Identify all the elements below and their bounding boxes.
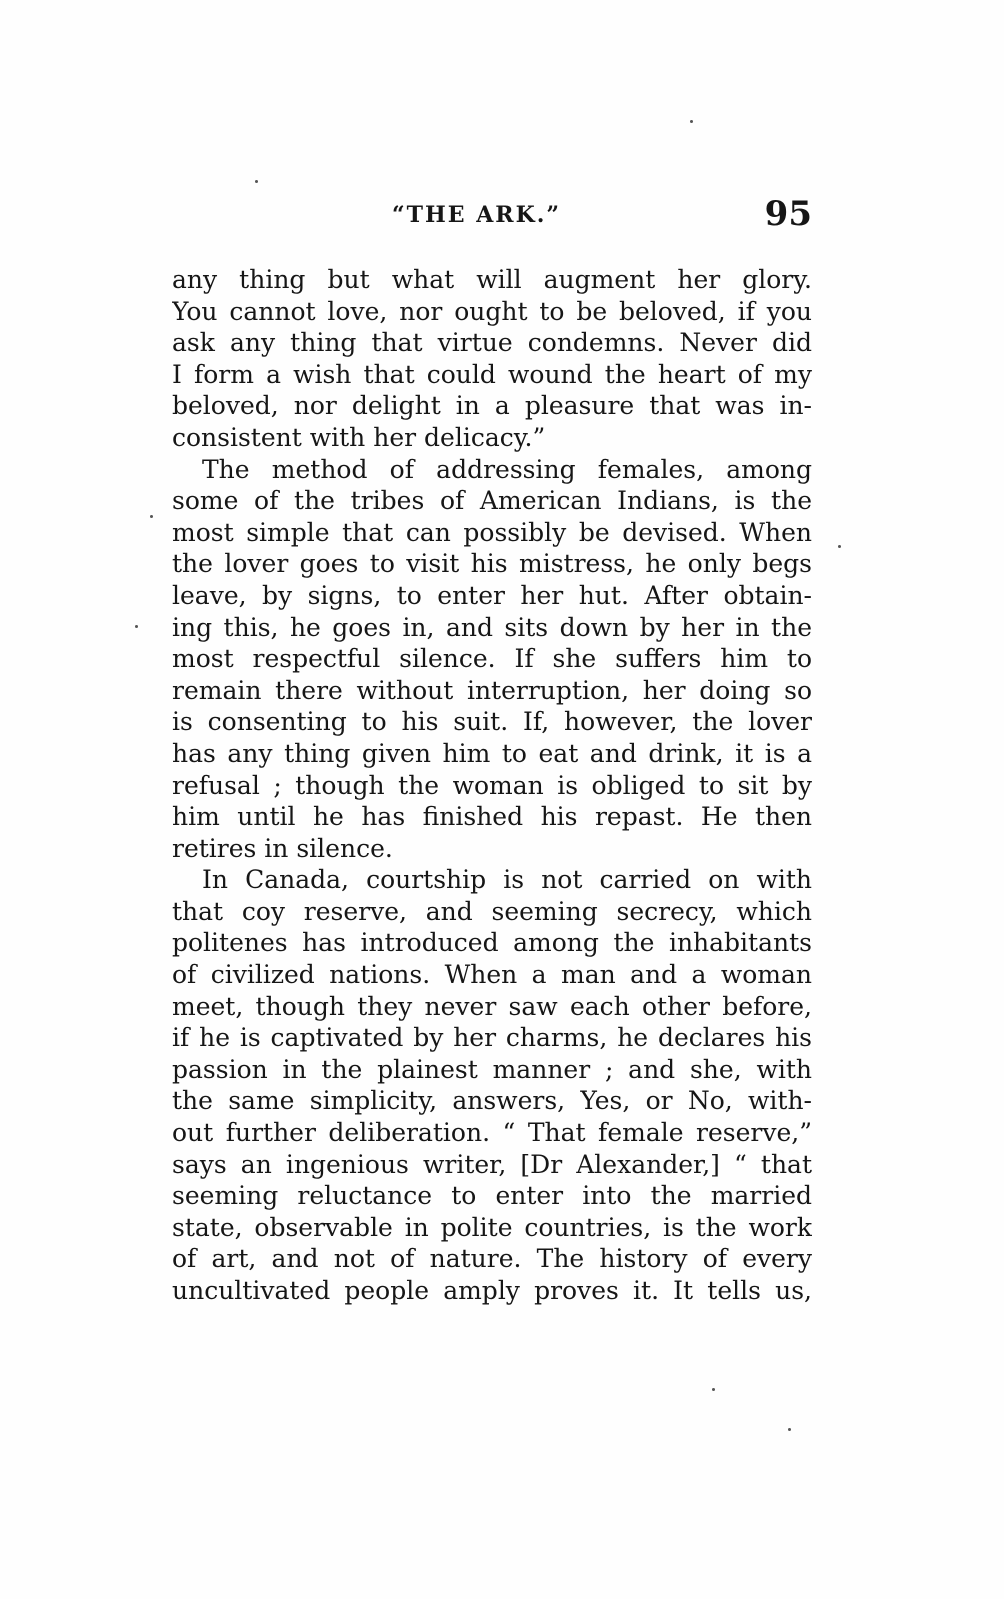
text-line: ask any thing that virtue condemns. Never did xyxy=(172,328,812,358)
text-line: passion in the plainest manner ; and she, with xyxy=(172,1054,812,1084)
text-line: The method of addressing females, among xyxy=(202,454,812,484)
text-line: any thing but what will augment her glory. xyxy=(172,265,812,294)
text-line: state, observable in polite countries, is the work xyxy=(172,1212,812,1242)
text-line: the lover goes to visit his mistress, he only begs xyxy=(172,549,812,579)
text-line: consistent with her delicacy.” xyxy=(172,422,546,452)
text-line: meet, though they never saw each other before, xyxy=(172,991,812,1021)
running-head xyxy=(172,194,812,240)
scan-speck xyxy=(788,1428,791,1431)
text-line: beloved, nor delight in a pleasure that was in- xyxy=(172,391,812,421)
scan-speck xyxy=(255,180,258,183)
text-line: You cannot love, nor ought to be beloved, if you xyxy=(172,296,812,326)
text-line: says an ingenious writer, [Dr Alexander,] “ that xyxy=(172,1149,812,1179)
text-line: has any thing given him to eat and drink, it is a xyxy=(172,738,812,768)
text-line: of civilized nations. When a man and a woman xyxy=(172,960,812,990)
text-line: In Canada, courtship is not carried on with xyxy=(202,865,812,895)
text-line: is consenting to his suit. If, however, the lover xyxy=(172,707,812,737)
text-line: most respectful silence. If she suffers him to xyxy=(172,644,812,674)
scan-speck xyxy=(712,1388,715,1391)
text-line: ing this, he goes in, and sits down by her in the xyxy=(172,612,812,642)
running-title: “THE ARK.” xyxy=(392,202,562,228)
page-number: 95 xyxy=(764,194,812,234)
text-line: seeming reluctance to enter into the married xyxy=(172,1181,812,1211)
text-line: if he is captivated by her charms, he declares his xyxy=(172,1023,812,1053)
text-line: remain there without interruption, her doing so xyxy=(172,675,812,705)
body-text xyxy=(172,264,812,1307)
text-line: leave, by signs, to enter her hut. After obtain- xyxy=(172,580,812,610)
text-line: uncultivated people amply proves it. It tells us, xyxy=(172,1276,812,1305)
text-line: I form a wish that could wound the heart of my xyxy=(172,359,812,389)
text-line: the same simplicity, answers, Yes, or No, with- xyxy=(172,1086,812,1116)
scan-speck xyxy=(838,545,841,548)
scan-speck xyxy=(690,120,693,123)
text-line: refusal ; though the woman is obliged to sit by xyxy=(172,770,812,800)
text-line: retires in silence. xyxy=(172,833,393,863)
text-line: some of the tribes of American Indians, is the xyxy=(172,486,812,516)
text-line: politenes has introduced among the inhabitants xyxy=(172,928,812,958)
text-line: out further deliberation. “ That female reserve,” xyxy=(172,1118,812,1148)
scan-speck xyxy=(135,625,138,628)
text-line: that coy reserve, and seeming secrecy, which xyxy=(172,896,812,926)
text-line: him until he has finished his repast. He then xyxy=(172,802,812,832)
text-line: most simple that can possibly be devised. When xyxy=(172,517,812,547)
text-line: of art, and not of nature. The history of every xyxy=(172,1244,812,1274)
scan-speck xyxy=(150,515,153,518)
